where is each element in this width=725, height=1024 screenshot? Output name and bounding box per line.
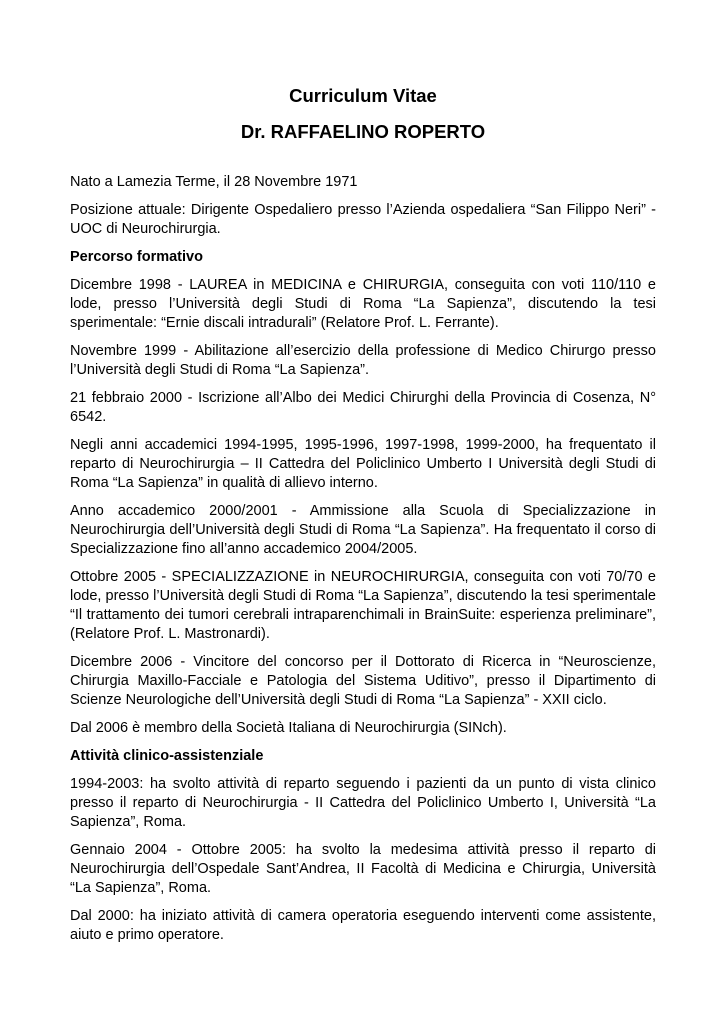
birth-info: Nato a Lamezia Terme, il 28 Novembre 1971 [70,174,358,190]
doctor-name: Dr. RAFFAELINO ROPERTO [240,121,486,142]
education-item: 21 febbraio 2000 - Iscrizione all’Albo dei Medici Chirurghi della Provincia di Cosenza, N° 6542. [70,390,656,425]
education-item: Novembre 1999 - Abilitazione all’esercizio della professione di Medico Chirurgo presso l’Università degli Studi di Roma “La Sapienza”. [70,343,656,378]
education-item: Anno accademico 2000/2001 - Ammissione alla Scuola di Specializzazione in Neurochirurgia dell’Università degli Studi di Roma “La Sapienza”. Ha frequentato il corso di Specializzazione fino all’anno accademico 2004/2005. [70,503,656,557]
clinical-item: Gennaio 2004 - Ottobre 2005: ha svolto la medesima attività presso il reparto di Neurochirurgia dell’Ospedale Sant’Andrea, II Facoltà di Medicina e Chirurgia, Università “La Sapienza”, Roma. [70,842,656,896]
cv-page [70,84,656,954]
clinical-item: 1994-2003: ha svolto attività di reparto seguendo i pazienti da un punto di vista clinico presso il reparto di Neurochirurgia - II Cattedra del Policlinico Umberto I, Università “La Sapienza”, Roma. [70,776,656,830]
education-item: Negli anni accademici 1994-1995, 1995-1996, 1997-1998, 1999-2000, ha frequentato il reparto di Neurochirurgia – II Cattedra del Policlinico Umberto I Università degli Studi di Roma “La Sapienza” in qualità di allievo interno. [70,437,656,491]
document-title: Curriculum Vitae [289,85,437,106]
education-item: Dal 2006 è membro della Società Italiana di Neurochirurgia (SINch). [70,720,507,736]
clinical-item: Dal 2000: ha iniziato attività di camera operatoria eseguendo interventi come assistente, aiuto e primo operatore. [70,908,656,943]
current-position: Posizione attuale: Dirigente Ospedaliero presso l’Azienda ospedaliera “San Filippo Neri” - UOC di Neurochirurgia. [70,202,656,237]
clinical-heading: Attività clinico-assistenziale [70,748,264,764]
education-item: Dicembre 2006 - Vincitore del concorso per il Dottorato di Ricerca in “Neuroscienze, Chirurgia Maxillo-Facciale e Patologia del Sistema Uditivo”, presso il Dipartimento di Scienze Neurologiche dell’Università degli Studi di Roma “La Sapienza” - XXII ciclo. [70,654,656,708]
education-heading: Percorso formativo [70,249,203,265]
education-item: Dicembre 1998 - LAUREA in MEDICINA e CHIRURGIA, conseguita con voti 110/110 e lode, presso l’Università degli Studi di Roma “La Sapienza”, discutendo la tesi sperimentale: “Ernie discali intradurali” (Relatore Prof. L. Ferrante). [70,277,656,331]
education-item: Ottobre 2005 - SPECIALIZZAZIONE in NEUROCHIRURGIA, conseguita con voti 70/70 e lode, presso l’Università degli Studi di Roma “La Sapienza”, discutendo la tesi sperimentale “Il trattamento dei tumori cerebrali intraparenchimali in BrainSuite: esperienza preliminare”, (Relatore Prof. L. Mastronardi). [70,569,656,642]
